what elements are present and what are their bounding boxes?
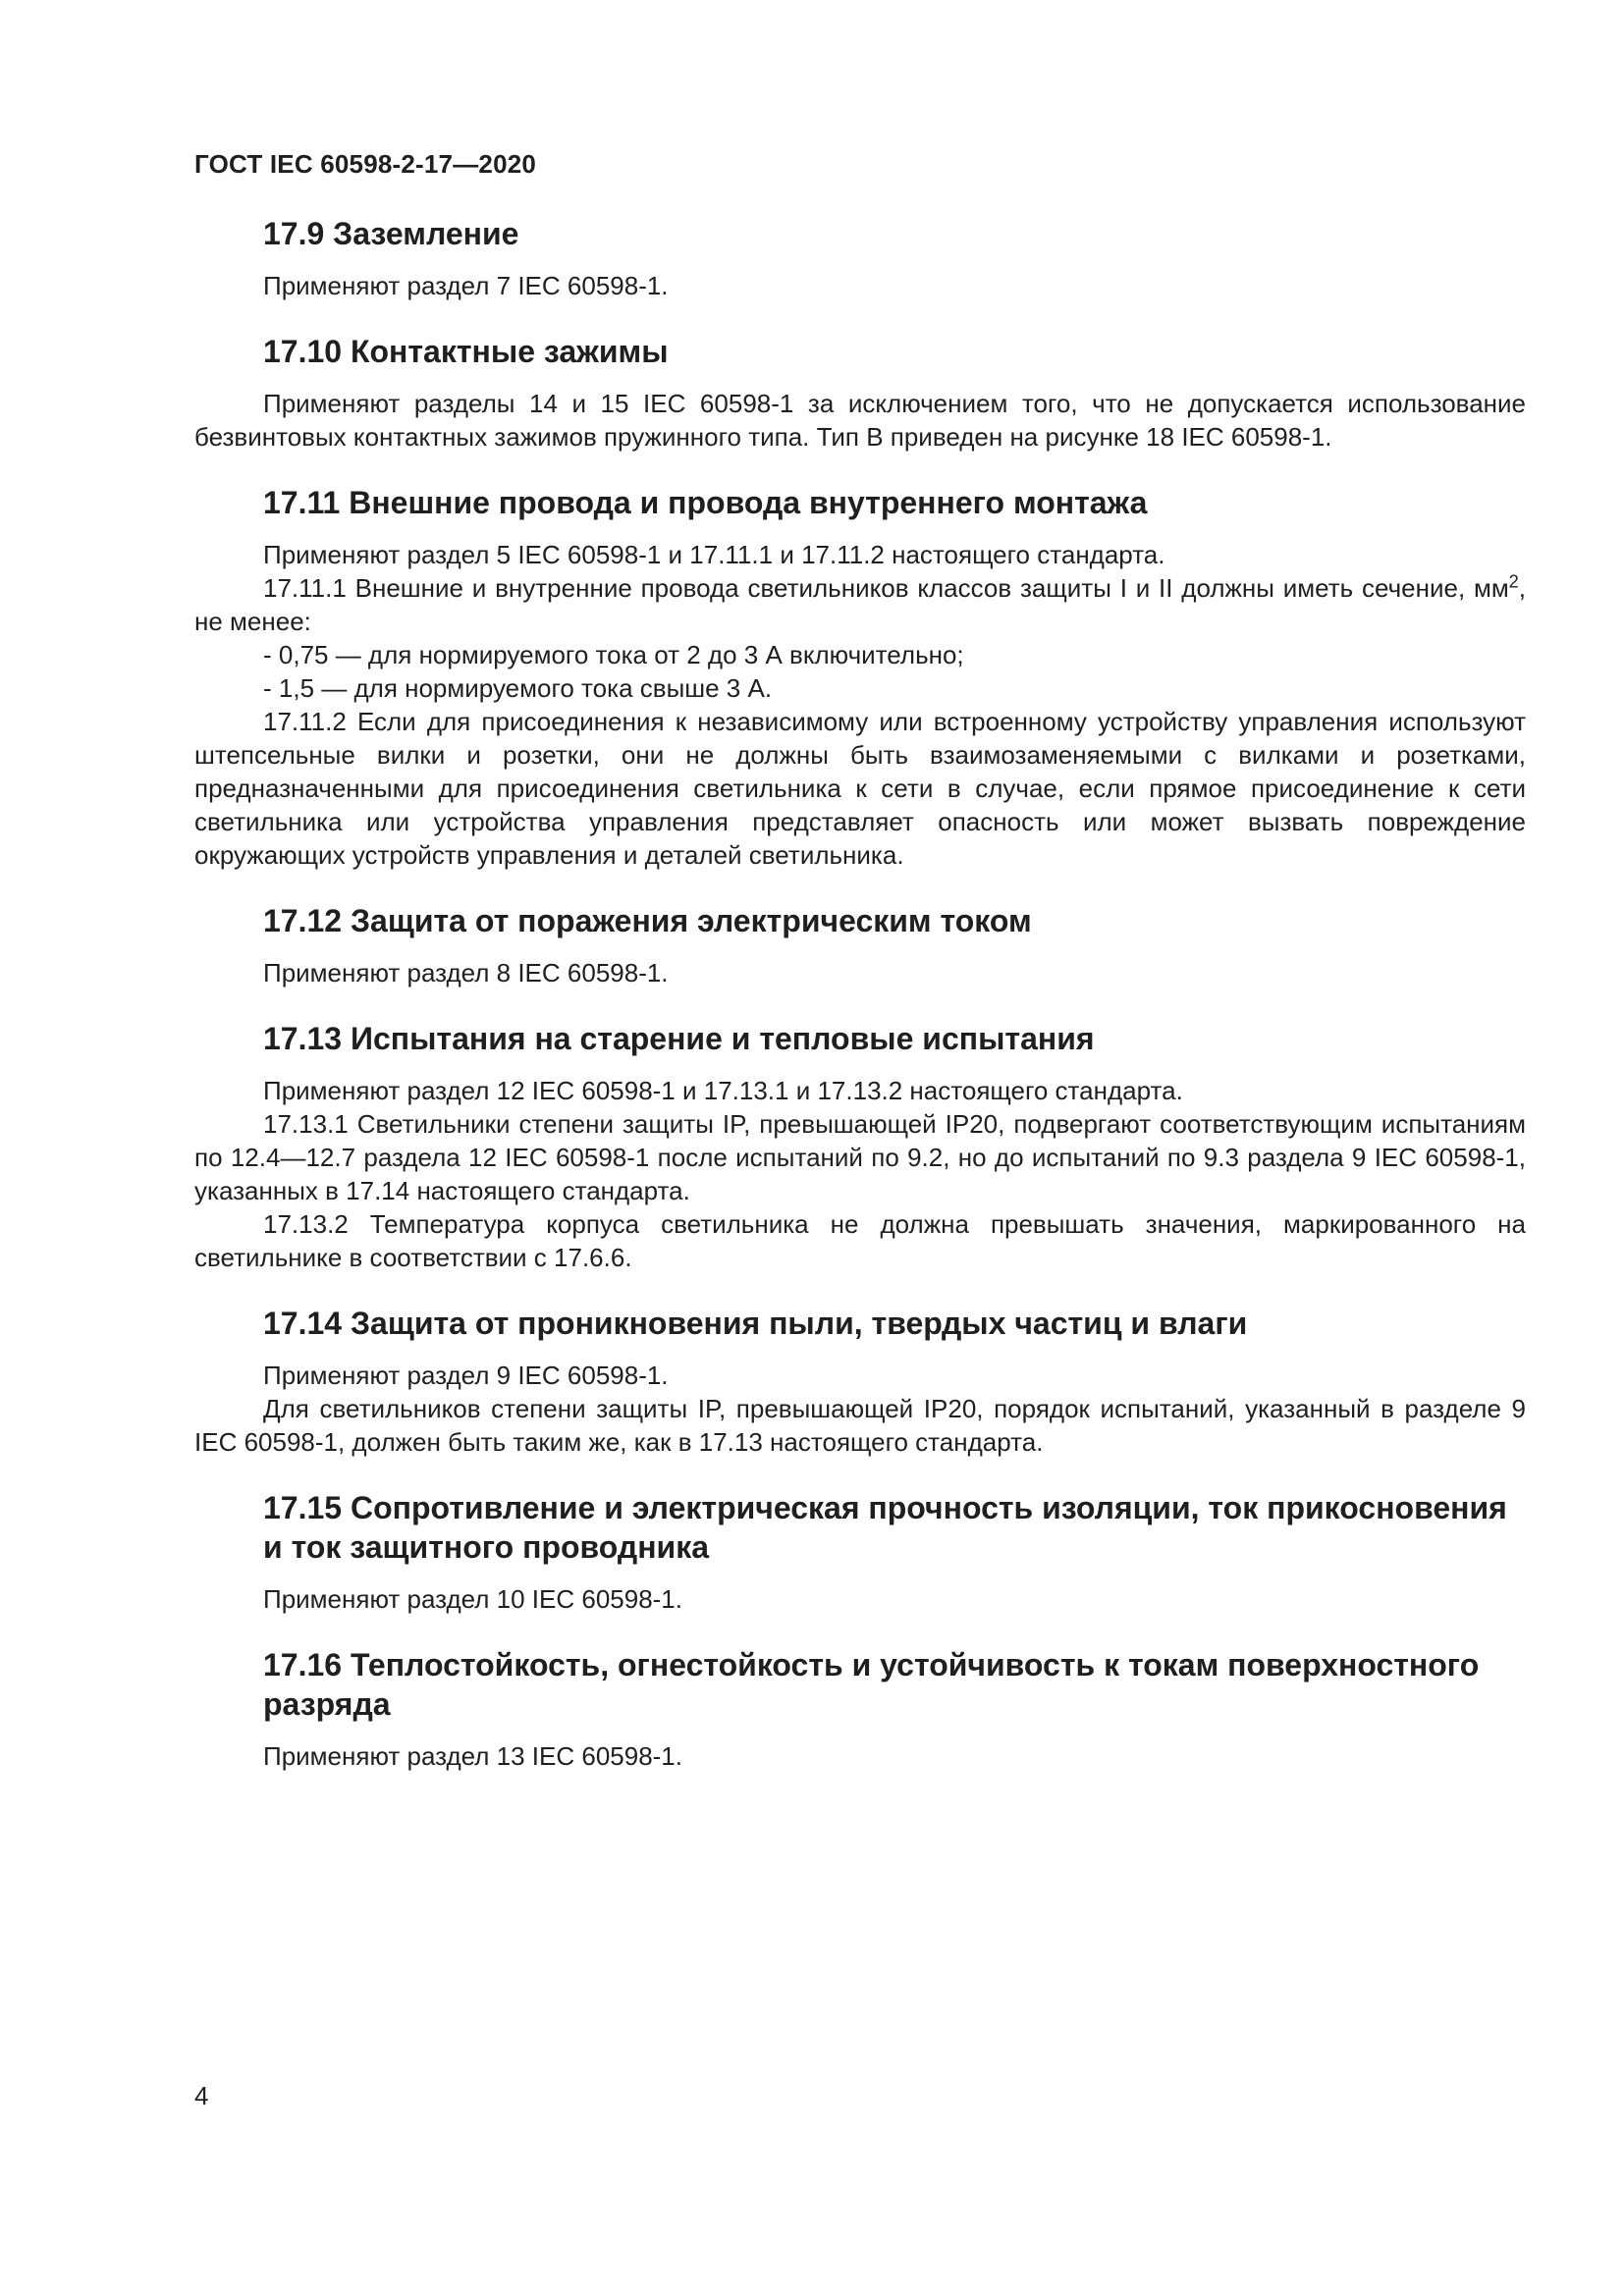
list-item: - 0,75 — для нормируемого тока от 2 до 3 А включительно; <box>263 640 964 669</box>
section-17-16 <box>194 1645 1526 1773</box>
paragraph-17-11-2: 17.11.2 Если для присоединения к независимому или встроенному устройству управления используют штепсельные вилки и розетки, они не должны быть взаимозаменяемыми с вилками и розетками, предназначенными для присоединения светильника к сети в случае, если прямое присоединение к сети светильника или устройства управления представляет опасность или может вызвать повреждение окружающих устройств управления и деталей светильника. <box>194 707 1526 870</box>
section-17-13 <box>194 1019 1526 1274</box>
list-item: - 1,5 — для нормируемого тока свыше 3 А. <box>263 673 773 703</box>
document-id-header: ГОСТ IEC 60598-2-17—2020 <box>194 149 537 179</box>
section-title: 17.15 Сопротивление и электрическая прочность изоляции, ток прикосновения и ток защитного проводника <box>263 1490 1507 1565</box>
section-title: 17.10 Контактные зажимы <box>263 334 669 369</box>
section-title: 17.14 Защита от проникновения пыли, твердых частиц и влаги <box>263 1306 1248 1341</box>
section-17-15 <box>194 1488 1526 1616</box>
paragraph-17-13-1: 17.13.1 Светильники степени защиты IP, превышающей IP20, подвергают соответствующим испытаниям по 12.4—12.7 раздела 12 IEC 60598-1 после испытаний по 9.2, но до испытаний по 9.3 раздела 9 IEC 60598-1, указанных в 17.14 настоящего стандарта. <box>194 1109 1526 1205</box>
paragraph: Применяют разделы 14 и 15 IEC 60598-1 за исключением того, что не допускается использование безвинтовых контактных зажимов пружинного типа. Тип В приведен на рисунке 18 IEC 60598-1. <box>194 389 1526 452</box>
section-title: 17.11 Внешние провода и провода внутреннего монтажа <box>263 485 1148 520</box>
section-17-12 <box>194 901 1526 989</box>
superscript: 2 <box>1508 571 1519 592</box>
paragraph-17-11-1 <box>194 571 1526 638</box>
section-title: 17.13 Испытания на старение и тепловые испытания <box>263 1021 1095 1056</box>
section-title: 17.16 Теплостойкость, огнестойкость и устойчивость к токам поверхностного разряда <box>263 1647 1480 1722</box>
section-17-9 <box>194 214 1526 302</box>
paragraph-text: 17.11.1 Внешние и внутренние провода светильников классов защиты I и II должны иметь сечение, мм <box>263 573 1509 603</box>
paragraph: Применяют раздел 5 IEC 60598-1 и 17.11.1 и 17.11.2 настоящего стандарта. <box>263 540 1165 569</box>
paragraph: Применяют раздел 12 IEC 60598-1 и 17.13.1 и 17.13.2 настоящего стандарта. <box>263 1076 1183 1105</box>
paragraph: Применяют раздел 13 IEC 60598-1. <box>263 1741 682 1771</box>
section-title: 17.9 Заземление <box>263 216 519 251</box>
paragraph: Применяют раздел 8 IEC 60598-1. <box>263 958 669 988</box>
paragraph: Применяют раздел 10 IEC 60598-1. <box>263 1584 682 1614</box>
page-number: 4 <box>194 2081 209 2110</box>
section-17-11 <box>194 483 1526 872</box>
section-title: 17.12 Защита от поражения электрическим током <box>263 903 1032 938</box>
paragraph-text: , не менее: <box>194 573 1526 636</box>
document-body <box>194 214 1526 1802</box>
section-17-14 <box>194 1304 1526 1459</box>
paragraph: Применяют раздел 9 IEC 60598-1. <box>263 1361 669 1390</box>
section-17-10 <box>194 332 1526 454</box>
paragraph: Для светильников степени защиты IP, превышающей IP20, порядок испытаний, указанный в разделе 9 IEC 60598-1, должен быть таким же, как в 17.13 настоящего стандарта. <box>194 1394 1526 1457</box>
paragraph-17-13-2: 17.13.2 Температура корпуса светильника не должна превышать значения, маркированного на светильнике в соответствии с 17.6.6. <box>194 1209 1526 1272</box>
paragraph: Применяют раздел 7 IEC 60598-1. <box>263 271 669 300</box>
